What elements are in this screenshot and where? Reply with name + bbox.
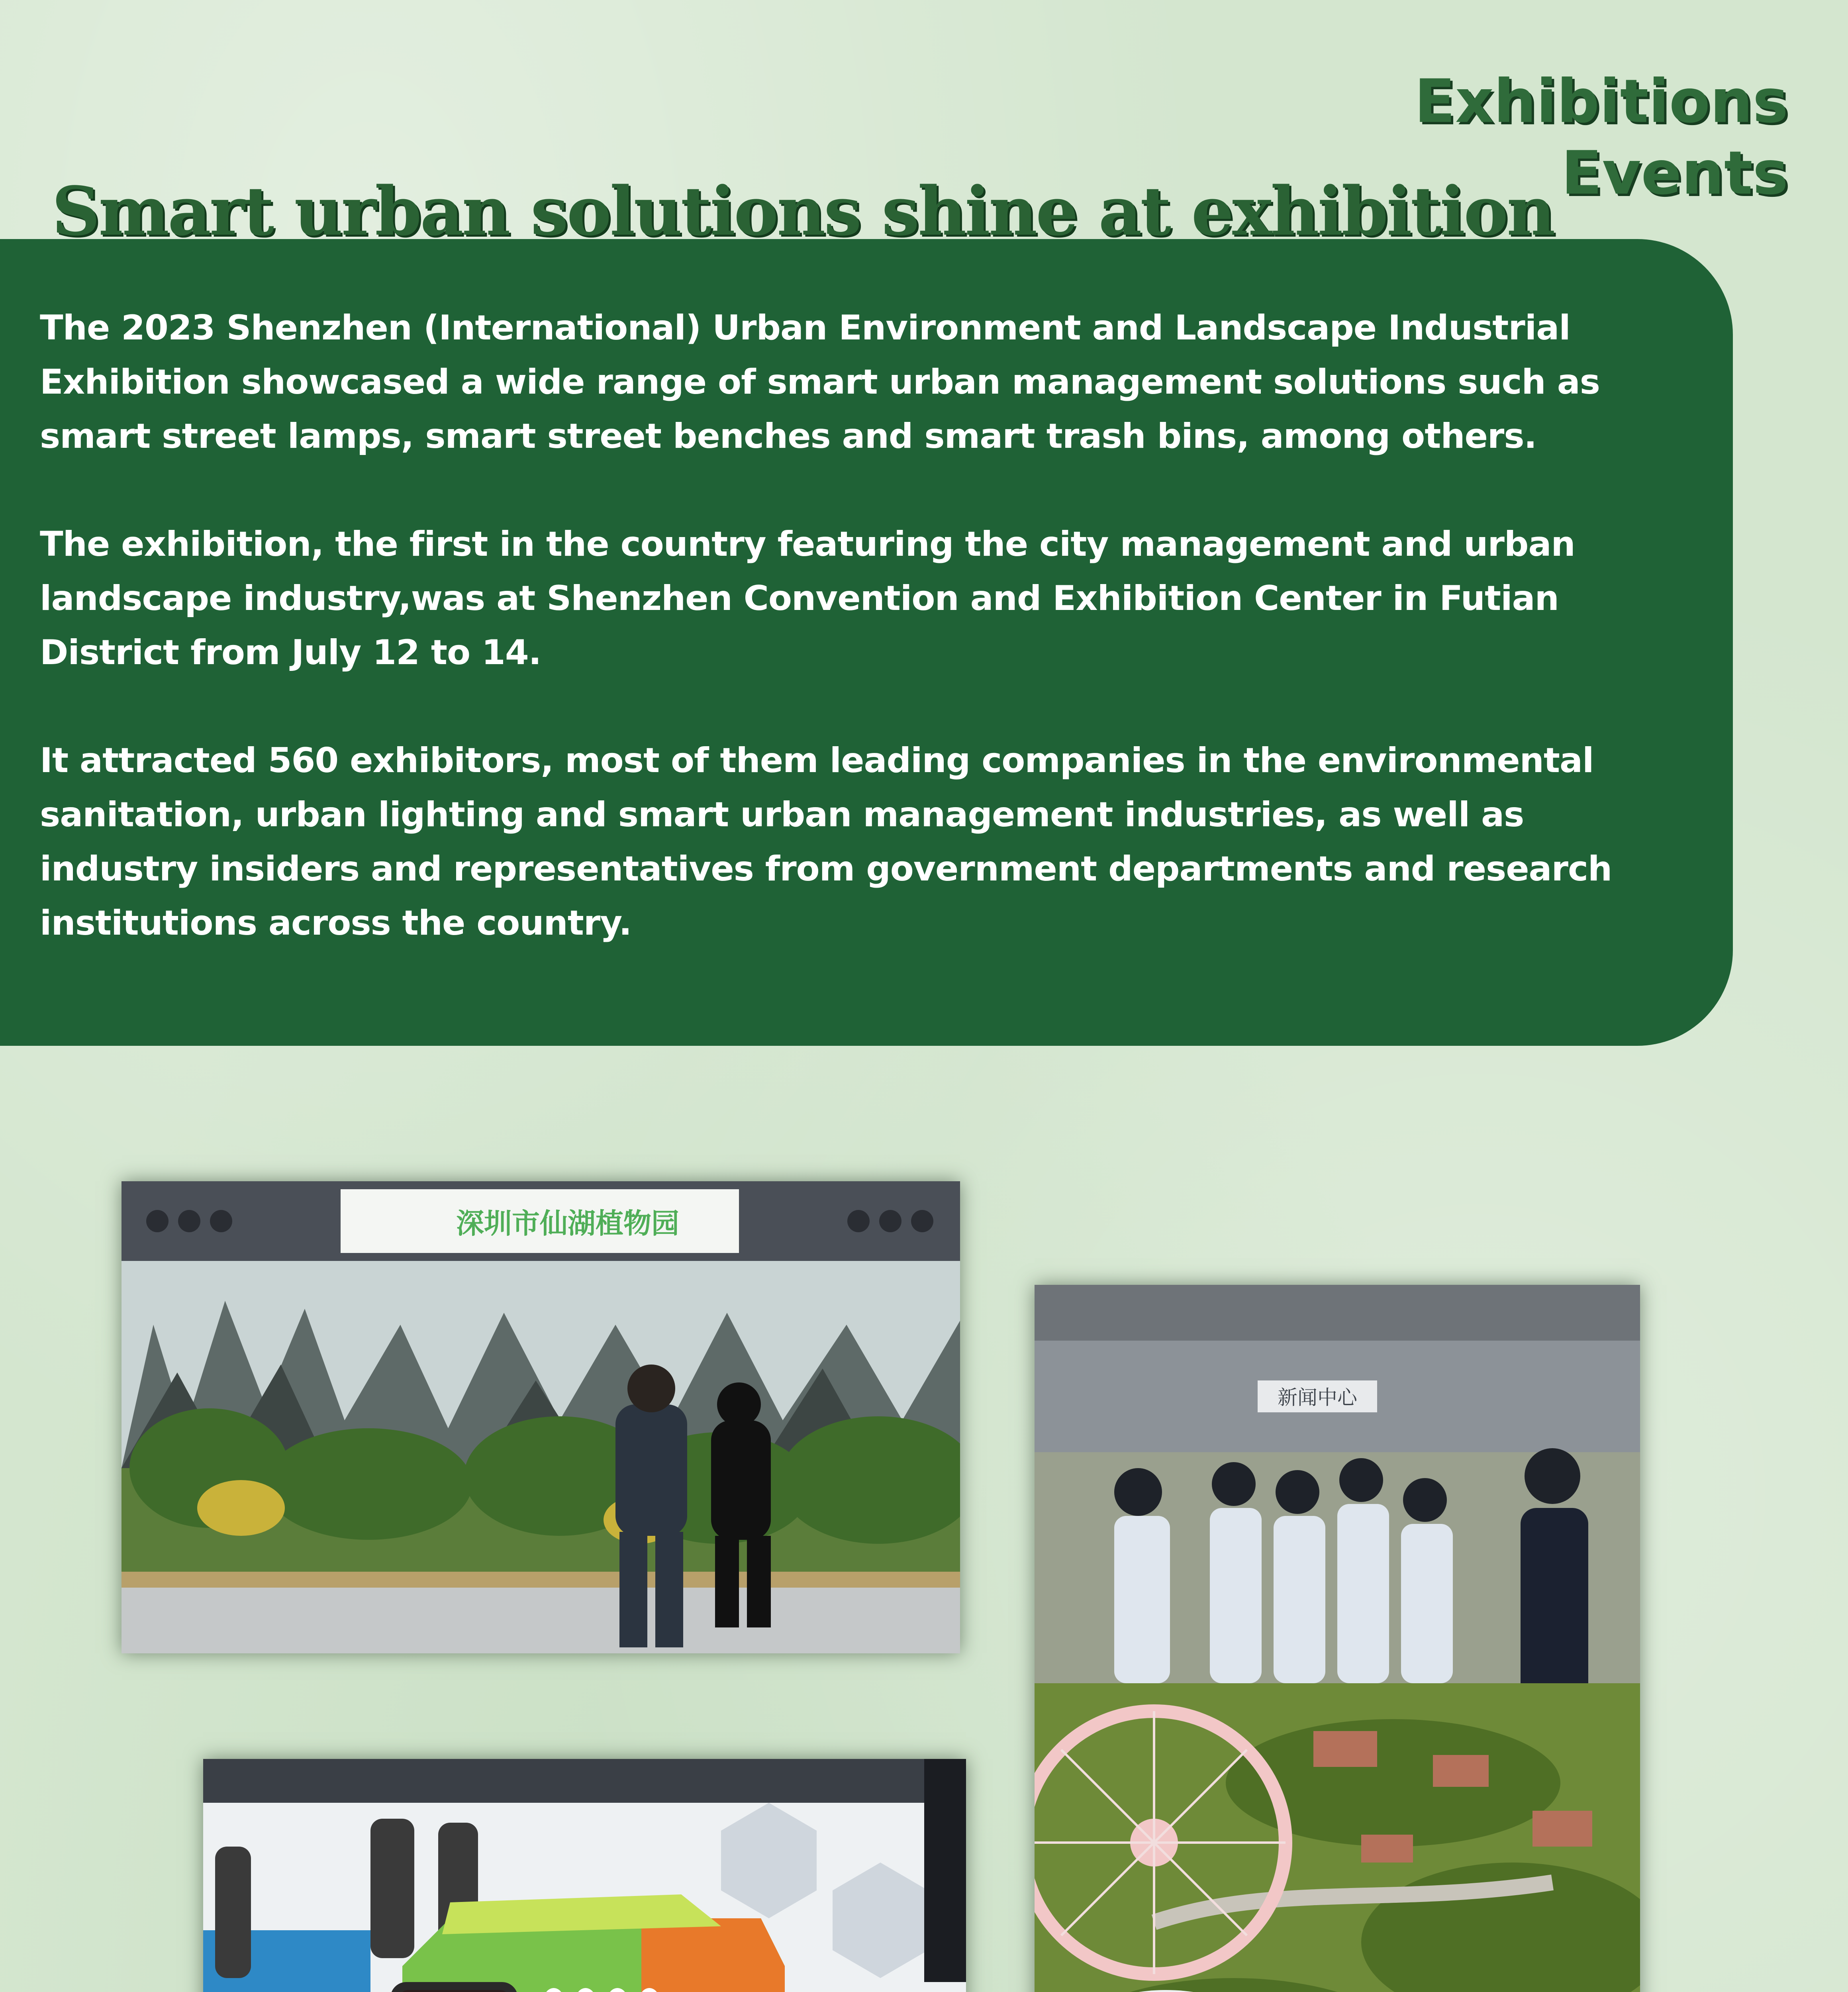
article-paragraph: It attracted 560 exhibitors, most of them leading companies in the environmental sanitation, urban lighting and smart urban management industries, as well as industry insiders and representatives from government departments and research institutions across the country. [40,741,1612,943]
photo-garden-exhibit [122,1181,960,1653]
photo-sweeper-robot [203,1759,966,1992]
article-paragraph: The 2023 Shenzhen (International) Urban Environment and Landscape Industrial Exhibition showcased a wide range of smart urban management solutions such as smart street lamps, smart street benches and smart trash bins, among others. [40,308,1600,456]
photo-urban-model [1035,1285,1640,1992]
section-label-line2: Events [1561,139,1788,208]
garden-sign-text: 深圳市仙湖植物园 [456,1207,679,1240]
section-label-line1: Exhibitions [1414,67,1788,136]
article-body-panel [0,239,1733,1046]
article-paragraph: The exhibition, the first in the country featuring the city management and urban landscape industry,was at Shenzhen Convention and Exhibition Center in Futian District from July 12 to 14. [40,524,1575,672]
page-headline: Smart urban solutions shine at exhibition [52,172,1554,251]
model-sign-text: 新闻中心 [1278,1386,1357,1409]
